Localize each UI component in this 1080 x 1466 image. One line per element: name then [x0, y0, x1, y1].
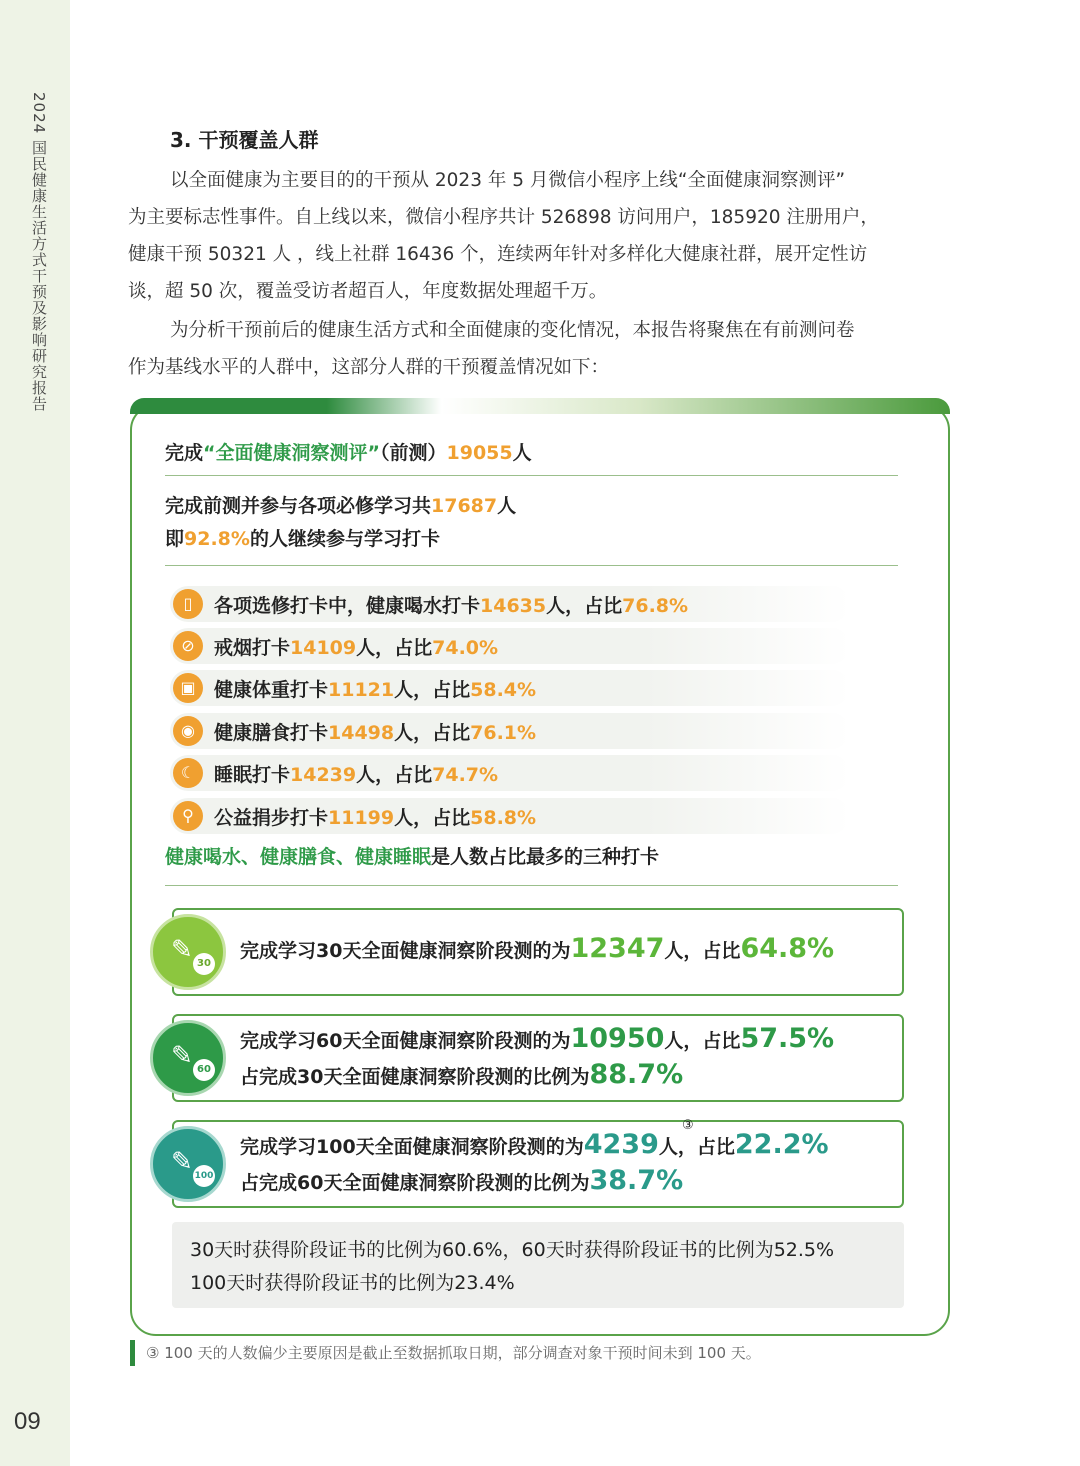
paragraph-line: 作为基线水平的人群中，这部分人群的干预覆盖情况如下： [128, 357, 610, 378]
stage-value: 12347 [570, 933, 665, 964]
paragraph-line: 以全面健康为主要目的的干预从 2023 年 5 月微信小程序上线“全面健康洞察测评” [170, 170, 846, 191]
continue-suffix: 的人继续参与学习打卡 [249, 528, 440, 550]
checkin-count: 14239 [290, 764, 357, 786]
stage-ratio-text: 占完成60天全面健康洞察阶段测的比例为 [240, 1172, 590, 1194]
stage-ratio-value: 38.7% [589, 1165, 684, 1196]
checkin-mid: 人，占比 [356, 637, 433, 659]
stage-badge-number: 100 [193, 1165, 215, 1187]
certificate-line: 100天时获得阶段证书的比例为23.4% [190, 1272, 515, 1294]
checkin-mid: 人，占比 [356, 764, 433, 786]
stage-name: 60天全面健康洞察阶段测 [316, 1030, 533, 1052]
required-value: 17687 [431, 495, 498, 517]
stage-30-box [172, 908, 904, 996]
checkin-label: 公益捐步打卡 [214, 807, 329, 829]
divider [165, 475, 898, 476]
checkin-mid: 人，占比 [394, 807, 471, 829]
paragraph-line: 为主要标志性事件。自上线以来，微信小程序共计 526898 访问用户，185920 注册用户， [128, 207, 879, 228]
pretest-suffix: 人 [512, 442, 532, 464]
stage-text: 人，占比 [664, 1030, 741, 1052]
continue-prefix: 即 [165, 528, 185, 550]
stage-60-box [172, 1014, 904, 1102]
checkin-row-sleep [170, 755, 850, 791]
study-icon: ✎ [171, 1147, 193, 1177]
checkin-row-water [170, 586, 850, 622]
stage-60-badge [150, 1020, 226, 1096]
required-suffix: 人 [497, 495, 517, 517]
top-three-summary [165, 842, 659, 869]
stage-text: 完成学习 [240, 1136, 317, 1158]
divider [165, 565, 898, 566]
checkin-mid: 人，占比 [546, 595, 623, 617]
stage-pct: 64.8% [740, 933, 835, 964]
stage-name: 100天全面健康洞察阶段测 [316, 1136, 546, 1158]
stage-badge-number: 60 [193, 1059, 215, 1081]
stage-ratio-text: 占完成30天全面健康洞察阶段测的比例为 [240, 1066, 590, 1088]
intro-paragraph [128, 162, 958, 310]
checkin-row-steps [170, 798, 850, 834]
stage-pct: 22.2% [734, 1129, 829, 1160]
pretest-prefix: 完成 [165, 442, 204, 464]
checkin-pct: 74.0% [432, 637, 499, 659]
stage-text: 完成学习 [240, 940, 317, 962]
stage-value: 10950 [570, 1023, 665, 1054]
stage-100-badge [150, 1126, 226, 1202]
stage-text: 的为 [532, 940, 571, 962]
summary-highlight: 健康喝水、健康膳食、健康睡眠 [165, 846, 432, 868]
checkin-pct: 58.4% [470, 679, 537, 701]
stage-text: 的为 [532, 1030, 571, 1052]
checkin-count: 11121 [328, 679, 395, 701]
checkin-pct: 58.8% [470, 807, 537, 829]
checkin-count: 14635 [480, 595, 547, 617]
section-title: 3. 干预覆盖人群 [170, 128, 319, 152]
paragraph-line: 健康干预 50321 人 ，线上社群 16436 个，连续两年针对多样化大健康社群，展开定性访 [128, 244, 868, 265]
pretest-row [165, 438, 532, 465]
footnote: ③ 100 天的人数偏少主要原因是截止至数据抓取日期，部分调查对象干预时间未到 100 天。 [146, 1344, 761, 1362]
stage-ratio-value: 88.7% [589, 1059, 684, 1090]
certificate-box [172, 1222, 904, 1308]
checkin-label: 戒烟打卡 [214, 637, 291, 659]
stage-badge-number: 30 [193, 953, 215, 975]
stage-name: 30天全面健康洞察阶段测 [316, 940, 533, 962]
stage-text: 的为 [545, 1136, 584, 1158]
checkin-label: 各项选修打卡中，健康喝水打卡 [214, 595, 481, 617]
checkin-count: 14109 [290, 637, 357, 659]
stage-100-box [172, 1120, 904, 1208]
footnote-marker: ③ [682, 1118, 694, 1133]
required-learning-row [165, 490, 516, 556]
stage-text: 人，占比 [664, 940, 741, 962]
no-smoking-icon: ⊘ [173, 631, 203, 661]
walking-icon: ⚲ [173, 801, 203, 831]
checkin-label: 健康膳食打卡 [214, 722, 329, 744]
checkin-pct: 76.8% [622, 595, 689, 617]
sleep-icon: ☾ [173, 758, 203, 788]
paragraph-line: 为分析干预前后的健康生活方式和全面健康的变化情况，本报告将聚焦在有前测问卷 [170, 320, 855, 341]
continue-value: 92.8% [184, 528, 250, 550]
checkin-pct: 76.1% [470, 722, 537, 744]
study-icon: ✎ [171, 935, 193, 965]
study-icon: ✎ [171, 1041, 193, 1071]
page-number: 09 [14, 1408, 41, 1435]
footnote-bar [130, 1340, 135, 1366]
checkin-label: 健康体重打卡 [214, 679, 329, 701]
report-title-vertical: 2024 国民健康生活方式干预及影响研究报告 [30, 92, 48, 412]
stage-text: 人，占比 [658, 1136, 735, 1158]
pretest-value: 19055 [446, 442, 513, 464]
stage-value: 4239 [583, 1129, 659, 1160]
checkin-row-weight [170, 670, 850, 706]
analysis-paragraph [128, 312, 958, 386]
checkin-mid: 人，占比 [394, 679, 471, 701]
summary-rest: 是人数占比最多的三种打卡 [431, 846, 660, 868]
required-prefix: 完成前测并参与各项必修学习共 [165, 495, 432, 517]
checkin-pct: 74.7% [432, 764, 499, 786]
stage-30-badge [150, 914, 226, 990]
water-cup-icon: ▯ [173, 589, 203, 619]
checkin-row-diet [170, 713, 850, 749]
checkin-label: 睡眠打卡 [214, 764, 291, 786]
divider [165, 885, 898, 886]
certificate-line: 30天时获得阶段证书的比例为60.6%，60天时获得阶段证书的比例为52.5% [190, 1239, 835, 1261]
paragraph-line: 谈，超 50 次，覆盖受访者超百人，年度数据处理超千万。 [128, 281, 608, 302]
pretest-quote: “全面健康洞察测评” [203, 442, 380, 464]
meal-icon: ◉ [173, 716, 203, 746]
checkin-mid: 人，占比 [394, 722, 471, 744]
stage-text: 完成学习 [240, 1030, 317, 1052]
card-top-bar [130, 398, 950, 414]
checkin-count: 11199 [328, 807, 395, 829]
pretest-mid: （前测） [380, 442, 447, 464]
checkin-count: 14498 [328, 722, 395, 744]
scale-icon: ▣ [173, 673, 203, 703]
checkin-row-smoking [170, 628, 850, 664]
stage-pct: 57.5% [740, 1023, 835, 1054]
